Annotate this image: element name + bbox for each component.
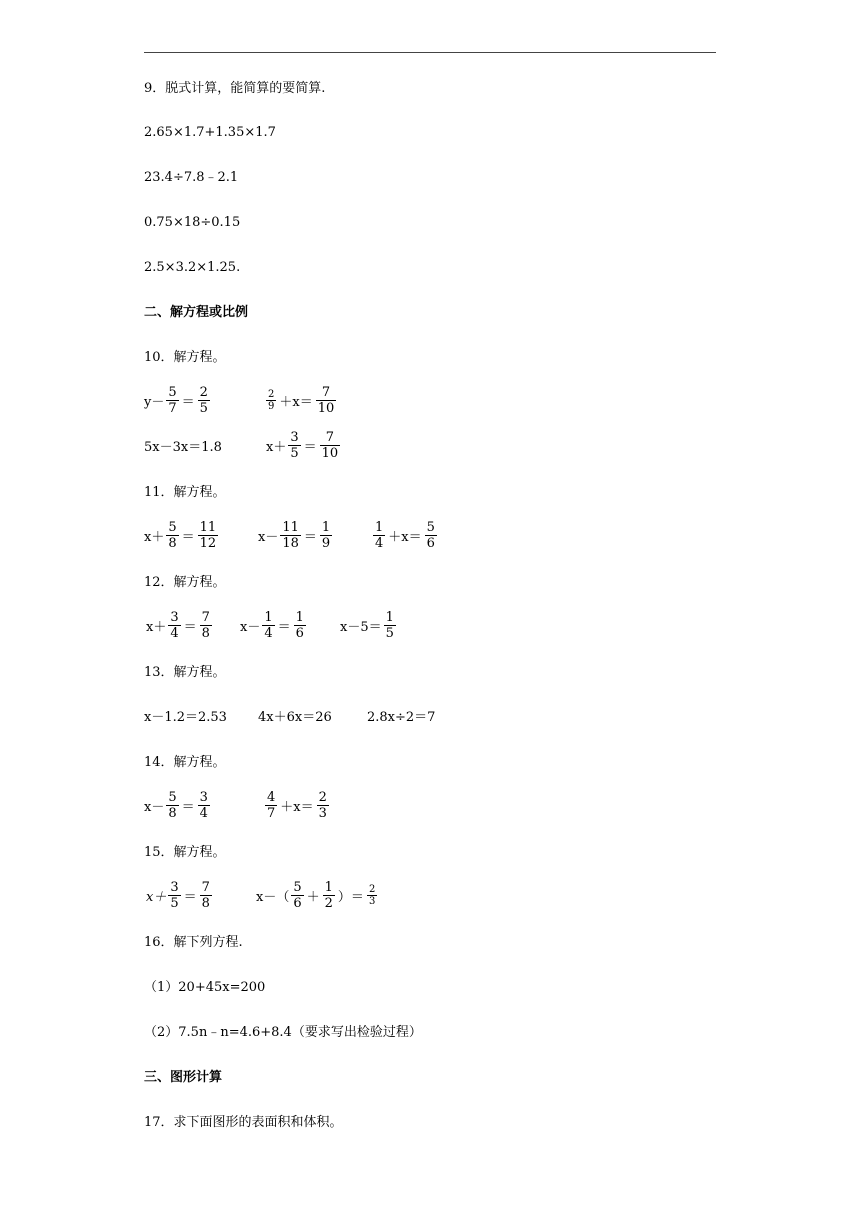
fraction: $\frac{2}{3}$ (318, 790, 327, 821)
fraction: $\frac{5}{7}$ (168, 385, 177, 416)
q9-item-4: 2.5×3.2×1.25. (144, 260, 241, 275)
eq-text: ＝ (181, 530, 195, 545)
fraction: $\frac{4}{7}$ (267, 790, 276, 821)
q13-equation-2: 4x＋6x＝26 (258, 710, 332, 725)
q11-equation-2 (258, 520, 334, 551)
fraction: $\frac{5}{6}$ (293, 880, 302, 911)
fraction: $\frac{1}{4}$ (264, 610, 273, 641)
q14-equation-1 (144, 790, 212, 821)
eq-text: ＝ (277, 620, 291, 635)
fraction: $\frac{11}{18}$ (282, 520, 299, 551)
fraction: $\frac{5}{8}$ (168, 520, 177, 551)
fraction: $\frac{2}{3}$ (368, 884, 376, 907)
q10-title: 10．解方程。 (144, 350, 226, 365)
q15-equation-1 (146, 880, 214, 911)
q11-title: 11．解方程。 (144, 485, 226, 500)
fraction: $\frac{7}{8}$ (201, 610, 210, 641)
eq-text: ＝ (183, 620, 197, 635)
eq-text: x－ (240, 620, 261, 635)
fraction: $\frac{1}{2}$ (324, 880, 333, 911)
fraction: $\frac{1}{5}$ (385, 610, 394, 641)
q10-equation-4 (266, 430, 342, 461)
q13-equation-1: x－1.2＝2.53 (144, 710, 227, 725)
q12-equation-3 (340, 610, 398, 641)
q14-equation-2 (263, 790, 331, 821)
q12-equation-1 (146, 610, 214, 641)
eq-text: ＋x＝ (279, 395, 313, 410)
fraction: $\frac{1}{4}$ (375, 520, 384, 551)
q9-item-3: 0.75×18÷0.15 (144, 215, 241, 230)
fraction: $\frac{5}{6}$ (426, 520, 435, 551)
q16-item-1: （1）20+45x=200 (144, 980, 266, 995)
q17-title: 17．求下面图形的表面积和体积。 (144, 1115, 343, 1130)
eq-text: x－（ (256, 890, 290, 905)
q11-equation-3 (371, 520, 439, 551)
eq-text: x＋ (144, 530, 165, 545)
q10-equation-3: 5x－3x＝1.8 (144, 440, 222, 455)
header-rule (144, 52, 716, 53)
eq-text: ＝ (303, 530, 317, 545)
eq-text: ＝ (181, 800, 195, 815)
eq-text: ＋x＝ (388, 530, 422, 545)
q15-equation-2 (256, 880, 379, 911)
fraction: $\frac{3}{5}$ (290, 430, 299, 461)
q15-title: 15．解方程。 (144, 845, 226, 860)
section-3-heading: 三、图形计算 (144, 1070, 223, 1085)
q11-equation-1 (144, 520, 220, 551)
q9-item-1: 2.65×1.7+1.35×1.7 (144, 125, 276, 140)
q9-item-2: 23.4÷7.8﹣2.1 (144, 170, 239, 185)
fraction: $\frac{7}{8}$ (201, 880, 210, 911)
q9-title: 9．脱式计算，能简算的要简算. (144, 81, 326, 96)
q16-title: 16．解下列方程. (144, 935, 243, 950)
q13-title: 13．解方程。 (144, 665, 226, 680)
eq-text: ＋x＝ (280, 800, 314, 815)
eq-text: x＋ (266, 440, 287, 455)
q16-item-2: （2）7.5n﹣n=4.6+8.4（要求写出检验过程） (144, 1025, 422, 1040)
fraction: $\frac{1}{6}$ (295, 610, 304, 641)
eq-text: x－ (258, 530, 279, 545)
eq-text: ＝ (181, 395, 195, 410)
fraction: $\frac{7}{10}$ (317, 385, 335, 416)
fraction: $\frac{3}{5}$ (170, 880, 179, 911)
eq-text: ＋ (306, 890, 320, 905)
fraction: $\frac{5}{8}$ (168, 790, 177, 821)
q14-title: 14．解方程。 (144, 755, 226, 770)
eq-text: ＝ (183, 890, 197, 905)
fraction: $\frac{3}{4}$ (199, 790, 208, 821)
q12-equation-2 (240, 610, 308, 641)
fraction: $\frac{1}{9}$ (321, 520, 331, 551)
eq-text: x＋ (146, 890, 167, 905)
q13-equation-3: 2.8x÷2＝7 (367, 710, 436, 725)
fraction: $\frac{11}{12}$ (199, 520, 217, 551)
fraction: $\frac{2}{9}$ (268, 389, 275, 412)
eq-text: ）＝ (337, 890, 364, 905)
q10-equation-2 (264, 385, 338, 416)
section-2-heading: 二、解方程或比例 (144, 305, 249, 320)
eq-text: y－ (144, 395, 165, 410)
fraction: $\frac{2}{5}$ (199, 385, 208, 416)
eq-text: ＝ (303, 440, 317, 455)
fraction: $\frac{3}{4}$ (170, 610, 179, 641)
eq-text: x－ (144, 800, 165, 815)
q12-title: 12．解方程。 (144, 575, 226, 590)
eq-text: x－5＝ (340, 620, 382, 635)
q10-equation-1 (144, 385, 212, 416)
fraction: $\frac{7}{10}$ (321, 430, 339, 461)
eq-text: x＋ (146, 620, 167, 635)
